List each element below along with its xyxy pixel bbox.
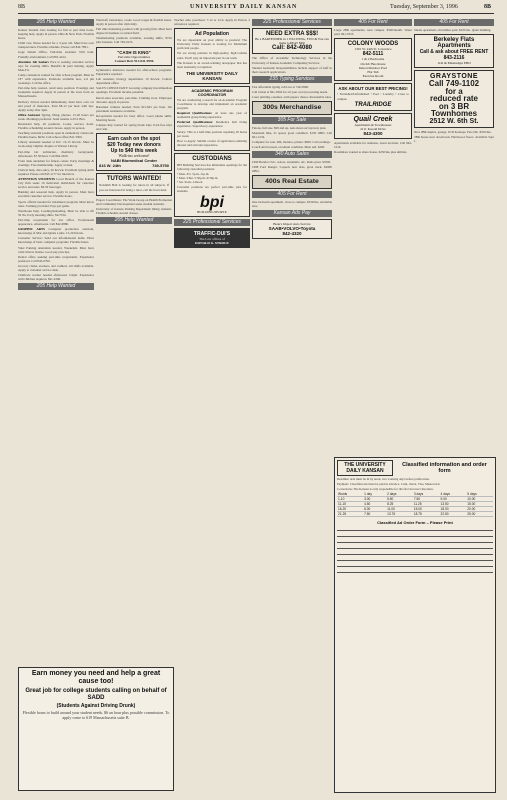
graystone-ad: GRAYSTONE Call 749-1102 for a reduced rate on 3 BR Townhomes 2512 W. 6th St. xyxy=(414,70,494,128)
tutors-wanted-ad: TUTORS WANTED! Naismith Hall is looking for tutors in all subjects. If you are interested in being a tutor, call the front desk. xyxy=(96,173,172,195)
berkeley-flats-ad: Berkeley Flats Apartments Call & ask about FREE RENT 843-2116 11th & Mississippi EBO xyxy=(414,34,494,68)
form-line[interactable] xyxy=(337,562,493,567)
best-pricing-ad: ASK ABOUT OUR BEST PRICING! • Furnished/Unfurnished • Pool • Laundry • Close to campus TRAILRIDGE xyxy=(334,83,412,110)
section-for-rent: 405 For Rent xyxy=(334,19,412,26)
section-help-wanted-2: 205 Help Wanted xyxy=(18,283,94,290)
earn-money-sadd-ad: Earn money you need and help a great cause too! Great job for college students calling on behalf of SADD (Students Against Driving Drunk) Flexible hours to build around your student needs. $6 an hour plus possible commission. To apply come to 619 Massachusetts suite B. xyxy=(18,667,174,791)
page-number-right: 8B xyxy=(484,4,492,10)
rate-table: Words 1 day 2 days 3 days 4 days 5 days 1-10 3.00 5.50 7.50 9.00 10.00 11-15 4.50 8.25 11.25 13.50 15.00 16-20 6.00 11.00 15.00 18.00 20.00 21-25 7.50 13.75 18.75 22.50 25.00 xyxy=(337,492,493,517)
form-line[interactable] xyxy=(337,526,493,531)
section-for-rent-3: 405 For Rent xyxy=(414,19,494,26)
form-line[interactable] xyxy=(337,550,493,555)
colony-woods-ad: COLONY WOODS 1301 W. 24th St. Lawrence 842-5111 1 & 2 Bedrooms On KU Bus Route Indoor/Outdoor Pool Hot Tub Exercise Room xyxy=(334,38,412,81)
merchandise-ad: 300s Merchandise xyxy=(252,101,332,115)
form-line[interactable] xyxy=(337,544,493,549)
earn-cash-ad: Earn cash on the spot $20 Today new donors Up to $40 this week Walk-ins welcome! NABI Biomedical Center 816 W. 24th 749-5750 xyxy=(96,133,172,171)
section-auto-sales: 340 Auto Sales xyxy=(252,151,332,158)
saab-volvo-ad: Beau's Import Auto Service SAAB•VOLVO•Toyota 842-4320 xyxy=(252,219,332,239)
academic-coordinator-ad: ACADEMIC PROGRAM COORDINATOR We are conducting a search for an Academic Program Coordinator to develop and implement an academic program. Required Qualifications: At least one year of residential group living experience. Preferred Qualifications: Residence hall living experience. Supervisory experience. Salary: This is a half-time position requiring 20 hours per week. How to Apply: Submit a letter of application outlining interest and relevant experience. xyxy=(174,86,250,151)
quail-creek-ad: Quail Creek Apartments & Townhouses 2111 Kasold Drive 843-4300 xyxy=(334,113,412,139)
section-for-rent-2: 405 For Rent xyxy=(252,191,332,198)
page-header xyxy=(0,0,507,14)
traffic-dui-ad: TRAFFIC-DUI'S The Law offices of DONALD G. STROLE xyxy=(174,228,250,248)
form-line[interactable] xyxy=(337,556,493,561)
ad-population-ad: Ad Population We are dependent on your ability to produce! The University Daily Kansan is looking for Maximum proficient people. We are strong partners in high-quality, high-volume sales. You'll play an important part in our team. The Kansan is an award-winning newspaper that has been nationally recognized. THE UNIVERSITY DAILY KANSAN xyxy=(174,28,250,84)
cash-is-king-ad: "CASH IS KING" Part-time Opportunities Contact Bert 913-841-9996 xyxy=(96,47,172,66)
issue-date: Tuesday, September 3, 1996 xyxy=(390,4,458,10)
form-line[interactable] xyxy=(337,532,493,537)
classified-order-form: THE UNIVERSITY DAILY KANSAN Classified information and order form Deadline: Ads must be in by noon, two working days before publication. Payment: Classified ads must be paid in advance. Cash, check, Visa, Mastercard. Corrections: The Kansan is only responsible for the first incorrect insertion. Words 1 day 2 days 3 days 4 days 5 days 1-10 3.00 5.50 7.50 9.00 10.00 11-15 4.50 8.25 11.25 13.50 15.00 16-20 6.00 11.00 15.00 18.00 20.00 21-25 7.50 13.75 18.75 22.50 25.00 Classified Ad Order Form – Please Print xyxy=(334,457,496,793)
real-estate-ad: 400s Real Estate xyxy=(252,175,332,189)
column-2: Waitstaff, bartenders, cooks. Good wages & flexible hours. Apply in person after 2pm daily. Full time marketing position with growing firm. Must have degree in business or related field. Telemarketing positions available, evening shifts, $7/hr plus bonuses. Call 749-0123. "CASH IS KING" Part-time Opportunities Contact Bert 913-841-9996 Gymnastics instructor needed for after-school programs. Experience required. Lab assistant, biology department. 10 hrs/wk. Contact department office. SALES CONSULTANT: Growing company has immediate openings. Excellent income potential. Retail sales associate, part-time. Clothing store. Employee discount. Apply in person. Bartender trainees needed. Earn $15-$25 per hour. Job placement assistance available. Receptionist needed for busy office. Good phone skills. Morning hours. Campus Rep wanted for spring break trips. Earn free trips and cash. Earn cash on the spot $20 Today new donors Up to $40 this week Walk-ins welcome! NABI Biomedical Center 816 W. 24th 749-5750 TUTORS WANTED! Naismith Hall is looking for tutors in all subjects. If you are interested in being a tutor, call the front desk. Project Coordinator. The Work Group on Health Promotion and Community Development seeks student assistant. University of Kansas Parking Department hiring students. Flexible schedule around classes. 205 Help Wanted xyxy=(96,18,172,224)
section-kansan-ads: Kansan Ads Pay xyxy=(252,210,332,217)
bpi-logo: bpi xyxy=(200,193,224,211)
column-1: 205 Help Wanted Kansas Student Jobs looking for full or part time book-keeping help. Apply in person. Ohio & New York. Flexible hours. Child care. Nurse needed for a 3-year old. Must have own transportation. Flexible schedule. Please call 842-7891. Gage Dental Office, Full-time assistant. Will train. Friendly environment. Call 865-4412. Attention Job Seekers Pace is seeking customer service reps for evening shifts. Benefits & paid training. Apply Mon-Fri. Camp counselors wanted for after school program. Must be 18+ with experience. Positions available now, 2-6 pm weekdays. Call the office. Part-time help wanted, retail sales position. Evenings and weekends required. Apply in person at the store front on Massachusetts. Delivery drivers needed immediately, must have own car and proof of insurance. Earn $8-12 per hour with tips. Apply today after 4pm. Office Assistant Typing, filing, phones. 15-20 hours per week. Mornings preferred. Send resume to P.O. Box. Restaurant help, all positions. Cooks, servers, hosts. Flexible scheduling around classes. Apply in person. Teaching assistant positions open in elementary classroom. Flexible hours, $6/hr. Call school office 841-3300. Library Assistant needed at KU. 10-15 hrs/wk. Must be work-study eligible. Inquire at Watson Library. Part-time lab technician, chemistry background. Afternoons. $7.50/hour. Call 864-2020. Front desk attendant for fitness center. Early mornings & evenings. Free membership. Apply at desk. Clerical help, data entry, 20 hrs/wk. Excellent typing skills required. Please call 843-1177 for interview. ATTENTION STUDENTS Local Branch of the Kansas City firm seeks 10 motivated individuals for customer service and sales. $9.50 base/appt. Banking and seasonal help. Apply in person. Must have excellent customer service. Flexible hours. Sports official needed for intramural program. Must know rules. Training provided. Pays per game. Warehouse help. Loading/unloading. Must be able to lift 50 lbs. Early morning shifts. $6.75/hr. Part-time receptionist for law office. Professional appearance. Afternoons. Call 842-0880. GRAPHIC ARTS Computer production assistant, knowledge of Mac and Quark a plus. 15-20 hrs/wk. Customer Service: Send out informational items. Have knowledge of basic computer programs. Flexible hours. Valet Parking attendants needed. Weekends. Must have valid drivers license. Good pay plus tips. Dental office seeking part-time receptionist. Experience preferred. Call 843-6790. Grocery clerks, stockers, and cashiers. All shifts available. Apply at customer service desk. Childcare worker needed afternoons 3-6pm. Experience with children required. 841-2266. 205 Help Wanted xyxy=(18,19,94,290)
section-help-wanted: 205 Help Wanted xyxy=(18,19,94,26)
section-for-sale: 305 For Sale xyxy=(252,117,332,124)
form-line[interactable] xyxy=(337,568,493,573)
column-4: 225 Professional Services NEED EXTRA $$$! Be a BARTENDER in 1 EXCITING, FUN & You can make GREAT $$$! Call: 842-4080 The Office of Academic Technology Services in the University of Kansas Academic Computing Services. Student Assistant: Responsibilities include support of staff in their research applications. 235 Typing Services Fast affordable typing call Lisa at 749-5868. Call Jackie at 841-3904 for all your word processing needs. Laser printing, resumes, term papers, theses. Reasonable rates. 300s Merchandise 305 For Sale Futons, full size. $99 and up. Ask about our layaway plan. Mountain bike, 21 speed, good condition. $150 OBO. Call 841-1234. Computer for sale. 486, monitor, printer. $600. Call evenings. Couch and loveseat, excellent condition. Must sell. $200. 340 Auto Sales 1990 Honda Civic. 4-door, automatic, AC. Runs great. $3500. 1988 Ford Ranger, 5-speed, new tires, great truck. $2800 OBO. 400s Real Estate 405 For Rent One bedroom apartment, close to campus. $350/mo. Available now. Kansan Ads Pay Beau's Import Auto Service SAAB•VOLVO•Toyota 842-4320 xyxy=(252,17,332,794)
header-rule xyxy=(18,13,494,14)
need-extra-money-ad: NEED EXTRA $$$! Be a BARTENDER in 1 EXCITING, FUN & You can make GREAT $$$! Call: 842-4080 xyxy=(252,28,332,54)
column-6: 405 For Rent Studio apartment, all utilities paid. $325/mo. Quiet building. Berkeley Flats Apartments Call & ask about FREE RENT 843-2116 11th & Mississippi EBO GRAYSTONE Call 749-1102 for a reduced rate on 3 BR Townhomes 2512 W. 6th St. Nice 2BR duplex, garage, W/D hookups. Pets OK. $550/mo. 3BR house near downtown. Hardwood floors. Available Sept 1. xyxy=(414,19,494,144)
section-typing: 235 Typing Services xyxy=(252,76,332,83)
column-3: Teacher aide, preschool. 7-12 or 12-6. Apply in Person. 2 references required. Ad Population We are dependent on your ability to produce! The University Daily Kansan is looking for Maximum proficient people. We are strong partners in high-quality, high-volume sales. You'll play an important part in our team. The Kansan is an award-winning newspaper that has been nationally recognized. THE UNIVERSITY DAILY KANSAN ACADEMIC PROGRAM COORDINATOR We are conducting a search for an Academic Program Coordinator to develop and implement an academic program. Required Qualifications: At least one year of residential group living experience. Preferred Qualifications: Residence hall living experience. Supervisory experience. Salary: This is a half-time position requiring 20 hours per week. How to Apply: Submit a letter of application outlining interest and relevant experience. CUSTODIANS BPI Building Services has immediate openings for the following custodial positions: • Mon.-Fri. 5p.m.-11p.m. • Mon.-Thur. 5:30p.m.-9:30p.m. • Sat. 9a.m.-12noon Custodial positions are perfect part-time jobs for students. bpi BUILDING PEOPLE 225 Professional Services TRAFFIC-DUI'S The Law offices of DONALD G. STROLE xyxy=(174,17,250,794)
section-professional-2: 225 Professional Services xyxy=(252,19,332,26)
custodians-ad: CUSTODIANS BPI Building Services has immediate openings for the following custodial positions: • Mon.-Fri. 5p.m.-11p.m. • Mon.-Thur. 5:30p.m.-9:30p.m. • Sat. 9a.m.-12noon Custodial positions are perfect part-time jobs for students. bpi BUILDING PEOPLE xyxy=(174,153,250,217)
paper-name: UNIVERSITY DAILY KANSAN xyxy=(190,4,298,10)
section-help-wanted-3: 205 Help Wanted xyxy=(96,217,172,224)
column-5: 405 For Rent Large 2BR apartments, near campus. $500/month. Water paid. 841-5555. COLONY WOODS 1301 W. 24th St. Lawrence 842-5111 1 & 2 Bedrooms On KU Bus Route Indoor/Outdoor Pool Hot Tub Exercise Room ASK ABOUT OUR BEST PRICING! • Furnished/Unfurnished • Pool • Laundry • Close to campus TRAILRIDGE Quail Creek Apartments & Townhouses 2111 Kasold Drive 843-4300 Apartments available for sublease. Great location. Call 842-1010. Roommate wanted to share house. $250/mo plus utilities. xyxy=(334,19,412,155)
section-professional: 225 Professional Services xyxy=(174,219,250,226)
form-line[interactable] xyxy=(337,538,493,543)
page-number-left: 8B xyxy=(18,4,26,10)
